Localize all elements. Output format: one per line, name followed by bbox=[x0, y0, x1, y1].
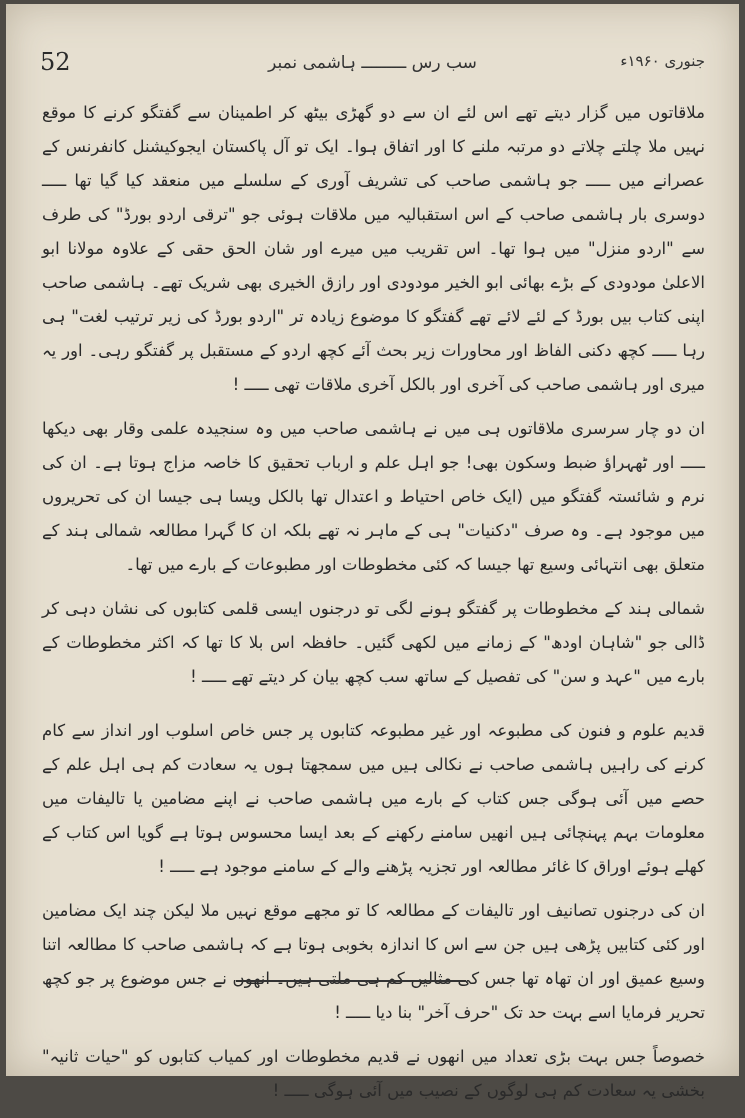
paragraph: ملاقاتوں میں گزار دیتے تھے اس لئے ان سے دو گھڑی بیٹھ کر اطمینان سے گفتگو کرنے کا موقع نہیں ملا چلتے چلاتے دو مرتبہ ملنے کا اور اتفاق ہوا۔ ایک تو آل پاکستان ایجوکیشنل کانفرنس کے عصرانے میں ـــــ جو ہاشمی صاحب کی تشریف آوری کے سلسلے میں منعقد کیا گیا تھا ـــــ دوسری بار ہاشمی صاحب کے اس استقبالیہ میں ملاقات ہوئی جو "ترقی اردو بورڈ" کی طرف سے "اردو منزل" میں ہوا تھا۔ اس تقریب میں میرے اور شان الحق حقی کے علاوہ مولانا ابو الاعلیٰ مودودی کے بڑے بھائی ابو الخیر مودودی اور رازق الخیری بھی شریک تھے۔ ہاشمی صاحب اپنی کتاب بیں بورڈ کے لئے لائے تھے گفتگو کا موضوع زیادہ تر "اردو بورڈ کی زیر ترتیب لغت" ہی رہا ـــــ کچھ دکنی الفاظ اور محاورات زیر بحث آئے کچھ اردو کے مستقبل پر گفتگو رہی۔ اور یہ میری اور ہاشمی صاحب کی آخری اور بالکل آخری ملاقات تھی ـــــ ! bbox=[42, 103, 705, 394]
paragraph: قدیم علوم و فنون کی مطبوعہ اور غیر مطبوعہ کتابوں پر جس خاص اسلوب اور انداز سے کام کرنے کی راہیں ہاشمی صاحب نے نکالی ہیں میں سمجھتا ہوں یہ سعادت کم ہی اہل علم کے حصے میں آئی ہوگی جس کتاب کے بارے میں ہاشمی صاحب نے اپنے مضامین یا تالیفات میں معلومات بہم پہنچائی ہیں انھیں سامنے رکھنے کے بعد ایسا محسوس ہوتا ہے گویا اس کتاب کے کھلے ہوئے اوراق کا غائر مطالعہ اور تجزیہ پڑھنے والے کے سامنے موجود ہے ـــــ ! bbox=[42, 721, 705, 876]
paragraph: خصوصاً جس بہت بڑی تعداد میں انھوں نے قدیم مخطوطات اور کمیاب کتابوں کو "حیات ثانیہ" بخشی یہ سعادت کم ہی لوگوں کے نصیب میں آئی ہوگی ـــــ ! bbox=[42, 1047, 705, 1100]
article-body bbox=[42, 96, 705, 1118]
paragraph: ان دو چار سرسری ملاقاتوں ہی میں نے ہاشمی صاحب میں وہ سنجیدہ علمی وقار بھی دیکھا ـــــ اور ٹھہراؤ ضبط وسکون بھی! جو اہل علم و ارباب تحقیق کا خاصہ مزاج ہوتا ہے۔ ان کی نرم و شائستہ گفتگو میں (ایک خاص احتیاط و اعتدال تھا بالکل ویسا ہی جیسا ان کی تحریروں میں موجود ہے۔ وہ صرف "دکنیات" ہی کے ماہر نہ تھے بلکہ ان کا گہرا مطالعہ شمالی ہند کے متعلق بھی انتہائی وسیع تھا جیسا کہ کئی مخطوطات اور مطبوعات کے بارے میں تھا۔ bbox=[42, 419, 705, 574]
end-rule bbox=[236, 980, 466, 982]
issue-date: جنوری ۱۹۶۰ء bbox=[620, 52, 705, 70]
page-number: 52 bbox=[40, 48, 71, 76]
running-title: سب رس ـــــــــ ہاشمی نمبر bbox=[268, 53, 477, 73]
paragraph: شمالی ہند کے مخطوطات پر گفتگو ہونے لگی تو درجنوں ایسی قلمی کتابوں کی نشان دہی کر ڈالی جو "شاہان اودھ" کے زمانے میں لکھی گئیں۔ حافظہ اس بلا کا تھا کہ اکثر مخطوطات کے بارے میں "عہد و سن" کی تفصیل کے ساتھ سب کچھ بیان کر دیتے تھے ـــــ ! bbox=[42, 599, 705, 686]
page-header bbox=[40, 48, 705, 88]
paragraph: ان کی درجنوں تصانیف اور تالیفات کے مطالعہ کا تو مجھے موقع نہیں ملا لیکن چند ایک مضامین اور کئی کتابیں پڑھی ہیں جن سے اس کا اندازہ بخوبی ہوتا ہے کہ ہاشمی صاحب کا مطالعہ اتنا وسیع عمیق اور ان تھاہ تھا جس کی مثالیں کم ہی ملتی ہیں۔ انھوں نے جس موضوع پر جو کچھ تحریر فرمایا اسے بہت حد تک "حرف آخر" بنا دیا ـــــ ! bbox=[42, 901, 705, 1022]
document-page bbox=[6, 4, 739, 1100]
